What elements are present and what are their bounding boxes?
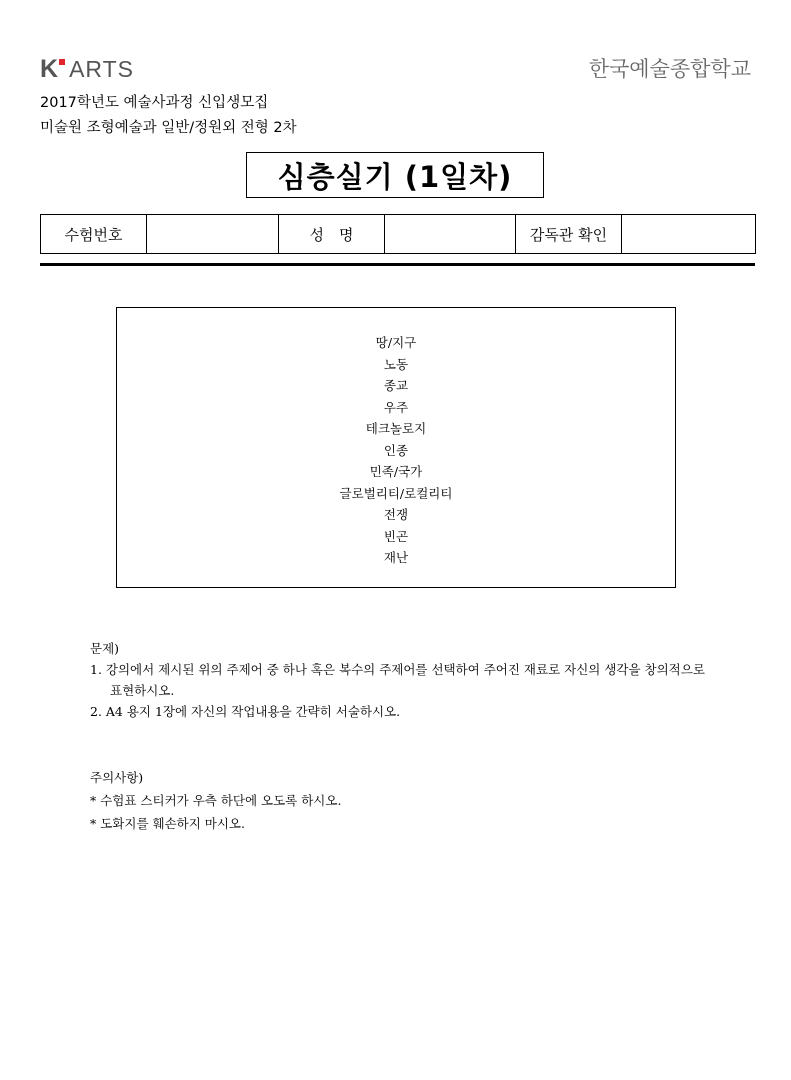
header-year-line: 2017학년도 예술사과정 신입생모집 [40,95,269,111]
notes-heading: 주의사항) [90,770,144,785]
logo-k: K [40,55,59,83]
proctor-field[interactable] [622,215,756,254]
question-item-1: 1. 강의에서 제시된 위의 주제어 중 하나 혹은 복수의 주제어를 선택하여 주어진 재료로 자신의 생각을 창의적으로 표현하시오. [90,662,705,698]
name-label: 성 명 [279,215,385,254]
topic-item: 노동 [383,356,409,372]
topic-item: 인종 [383,442,409,458]
logo-red-dot [59,59,65,65]
topic-item: 땅/지구 [375,335,417,350]
info-table [40,214,756,254]
exam-number-label: 수험번호 [41,215,147,254]
name-field[interactable] [385,215,516,254]
info-row [41,215,756,254]
header-divider [40,263,755,266]
exam-number-field[interactable] [147,215,279,254]
topic-item: 전쟁 [383,507,409,522]
question-item-2: 2. A4 용지 1장에 자신의 작업내용을 간략히 서술하시오. [90,704,401,719]
proctor-label: 감독관 확인 [516,215,622,254]
exam-title: 심층실기 (1일차) [246,152,544,198]
notes-section [90,767,341,834]
note-item-1: * 수험표 스티커가 우측 하단에 오도록 하시오. [90,793,342,808]
topic-item: 빈곤 [383,528,409,544]
topic-item: 글로벌리티/로컬리티 [339,485,453,501]
question-heading: 문제) [90,641,120,656]
logo-arts: ARTS [69,56,134,82]
topic-item: 종교 [383,378,409,393]
karts-logo [40,56,134,82]
topic-list [117,332,675,569]
topic-item: 테크놀로지 [365,421,427,436]
school-name: 한국예술종합학교 [588,57,751,81]
note-item-2: * 도화지를 훼손하지 마시오. [90,816,245,831]
topic-item: 재난 [383,550,409,565]
question-section [90,638,710,722]
topic-item: 우주 [383,399,409,415]
topic-box [116,307,676,588]
topic-item: 민족/국가 [369,464,423,479]
header-department-line: 미술원 조형예술과 일반/정원외 전형 2차 [40,120,297,136]
